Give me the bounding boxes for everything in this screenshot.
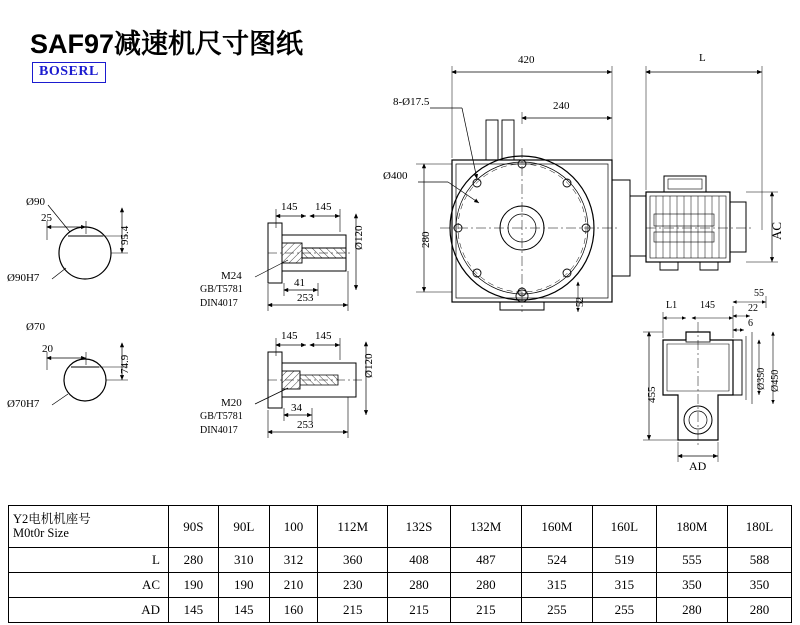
cell-L-7: 519 <box>592 548 656 573</box>
cell-AD-8: 280 <box>656 598 727 623</box>
cell-L-8: 555 <box>656 548 727 573</box>
row-label-L: L <box>9 548 169 573</box>
cell-AC-2: 210 <box>269 573 317 598</box>
cell-AC-8: 350 <box>656 573 727 598</box>
cell-L-3: 360 <box>318 548 388 573</box>
dim-label-AC: AC <box>769 221 784 240</box>
cell-AC-1: 190 <box>218 573 269 598</box>
page-title: SAF97减速机尺寸图纸 <box>30 29 304 59</box>
table-corner-cell <box>9 506 169 548</box>
cell-AC-7: 315 <box>592 573 656 598</box>
col-header-0: 90S <box>169 506 219 548</box>
table-row <box>9 598 792 623</box>
dim-label-d120-a: Ø120 <box>353 225 365 250</box>
dim-label-m24: M24 <box>221 270 242 282</box>
dim-label-74-9: 74.9 <box>119 354 131 374</box>
cell-AC-9: 350 <box>727 573 791 598</box>
cell-L-1: 310 <box>218 548 269 573</box>
cell-AC-5: 280 <box>450 573 521 598</box>
dim-label-25: 25 <box>41 212 52 224</box>
cell-AD-9: 280 <box>727 598 791 623</box>
cell-L-9: 588 <box>727 548 791 573</box>
dim-label-d350: Ø350 <box>756 367 767 390</box>
dim-label-d90: Ø90 <box>26 196 45 208</box>
dim-label-L: L <box>699 52 706 64</box>
cell-L-5: 487 <box>450 548 521 573</box>
dim-label-420: 420 <box>518 54 535 66</box>
dim-label-din4017-a: DIN4017 <box>200 298 238 309</box>
table-corner-line1: Y2电机机座号 <box>13 512 91 527</box>
cell-AC-0: 190 <box>169 573 219 598</box>
col-header-5: 132M <box>450 506 521 548</box>
col-header-7: 160L <box>592 506 656 548</box>
dim-label-145-b1: 145 <box>281 330 298 342</box>
dim-label-gbt5781-b: GB/T5781 <box>200 411 243 422</box>
dim-label-280: 280 <box>420 231 432 248</box>
col-header-8: 180M <box>656 506 727 548</box>
cell-AD-1: 145 <box>218 598 269 623</box>
dim-label-AD: AD <box>689 459 707 473</box>
cell-L-2: 312 <box>269 548 317 573</box>
col-header-4: 132S <box>388 506 451 548</box>
cell-AC-3: 230 <box>318 573 388 598</box>
dim-label-6: 6 <box>748 318 753 329</box>
dim-label-253-a: 253 <box>297 292 314 304</box>
dim-label-145-a2: 145 <box>315 201 332 213</box>
dim-label-145-a1: 145 <box>281 201 298 213</box>
cell-AD-0: 145 <box>169 598 219 623</box>
dim-label-253-b: 253 <box>297 419 314 431</box>
cell-L-6: 524 <box>521 548 592 573</box>
col-header-9: 180L <box>727 506 791 548</box>
dim-label-455: 455 <box>646 386 658 403</box>
dim-label-145-c: 145 <box>700 300 715 311</box>
table-header-row <box>9 506 792 548</box>
cell-AD-2: 160 <box>269 598 317 623</box>
cell-AC-6: 315 <box>521 573 592 598</box>
dim-label-d90h7: Ø90H7 <box>7 272 40 284</box>
dim-label-d70h7: Ø70H7 <box>7 398 40 410</box>
dim-label-dia400: Ø400 <box>383 170 408 182</box>
brand-badge: BOSERL <box>32 62 106 83</box>
col-header-2: 100 <box>269 506 317 548</box>
col-header-3: 112M <box>318 506 388 548</box>
cell-AD-6: 255 <box>521 598 592 623</box>
dim-label-34: 34 <box>291 402 302 414</box>
dim-label-145-b2: 145 <box>315 330 332 342</box>
col-header-6: 160M <box>521 506 592 548</box>
row-label-AD: AD <box>9 598 169 623</box>
dim-label-20: 20 <box>42 343 53 355</box>
spec-table <box>8 505 792 623</box>
dim-label-41: 41 <box>294 277 305 289</box>
row-label-AC: AC <box>9 573 169 598</box>
cell-AD-3: 215 <box>318 598 388 623</box>
dim-label-m20: M20 <box>221 397 242 409</box>
table-row <box>9 573 792 598</box>
dim-label-95-4: 95.4 <box>119 225 131 245</box>
col-header-1: 90L <box>218 506 269 548</box>
dim-label-d120-b: Ø120 <box>363 353 375 378</box>
dim-label-d70: Ø70 <box>26 321 45 333</box>
cell-AC-4: 280 <box>388 573 451 598</box>
cell-L-0: 280 <box>169 548 219 573</box>
cell-L-4: 408 <box>388 548 451 573</box>
cell-AD-5: 215 <box>450 598 521 623</box>
dim-label-240: 240 <box>553 100 570 112</box>
cell-AD-4: 215 <box>388 598 451 623</box>
dim-label-din4017-b: DIN4017 <box>200 425 238 436</box>
dim-label-22: 22 <box>748 303 758 314</box>
cell-AD-7: 255 <box>592 598 656 623</box>
dim-label-L1: L1 <box>666 300 678 311</box>
table-row <box>9 548 792 573</box>
dim-label-8x17-5: 8-Ø17.5 <box>393 96 430 108</box>
dim-label-gbt5781-a: GB/T5781 <box>200 284 243 295</box>
dim-label-55: 55 <box>754 288 764 299</box>
dim-label-52: 52 <box>575 297 586 307</box>
table-corner-line2: M0t0r Size <box>13 525 69 540</box>
dim-label-d450: Ø450 <box>770 369 781 392</box>
